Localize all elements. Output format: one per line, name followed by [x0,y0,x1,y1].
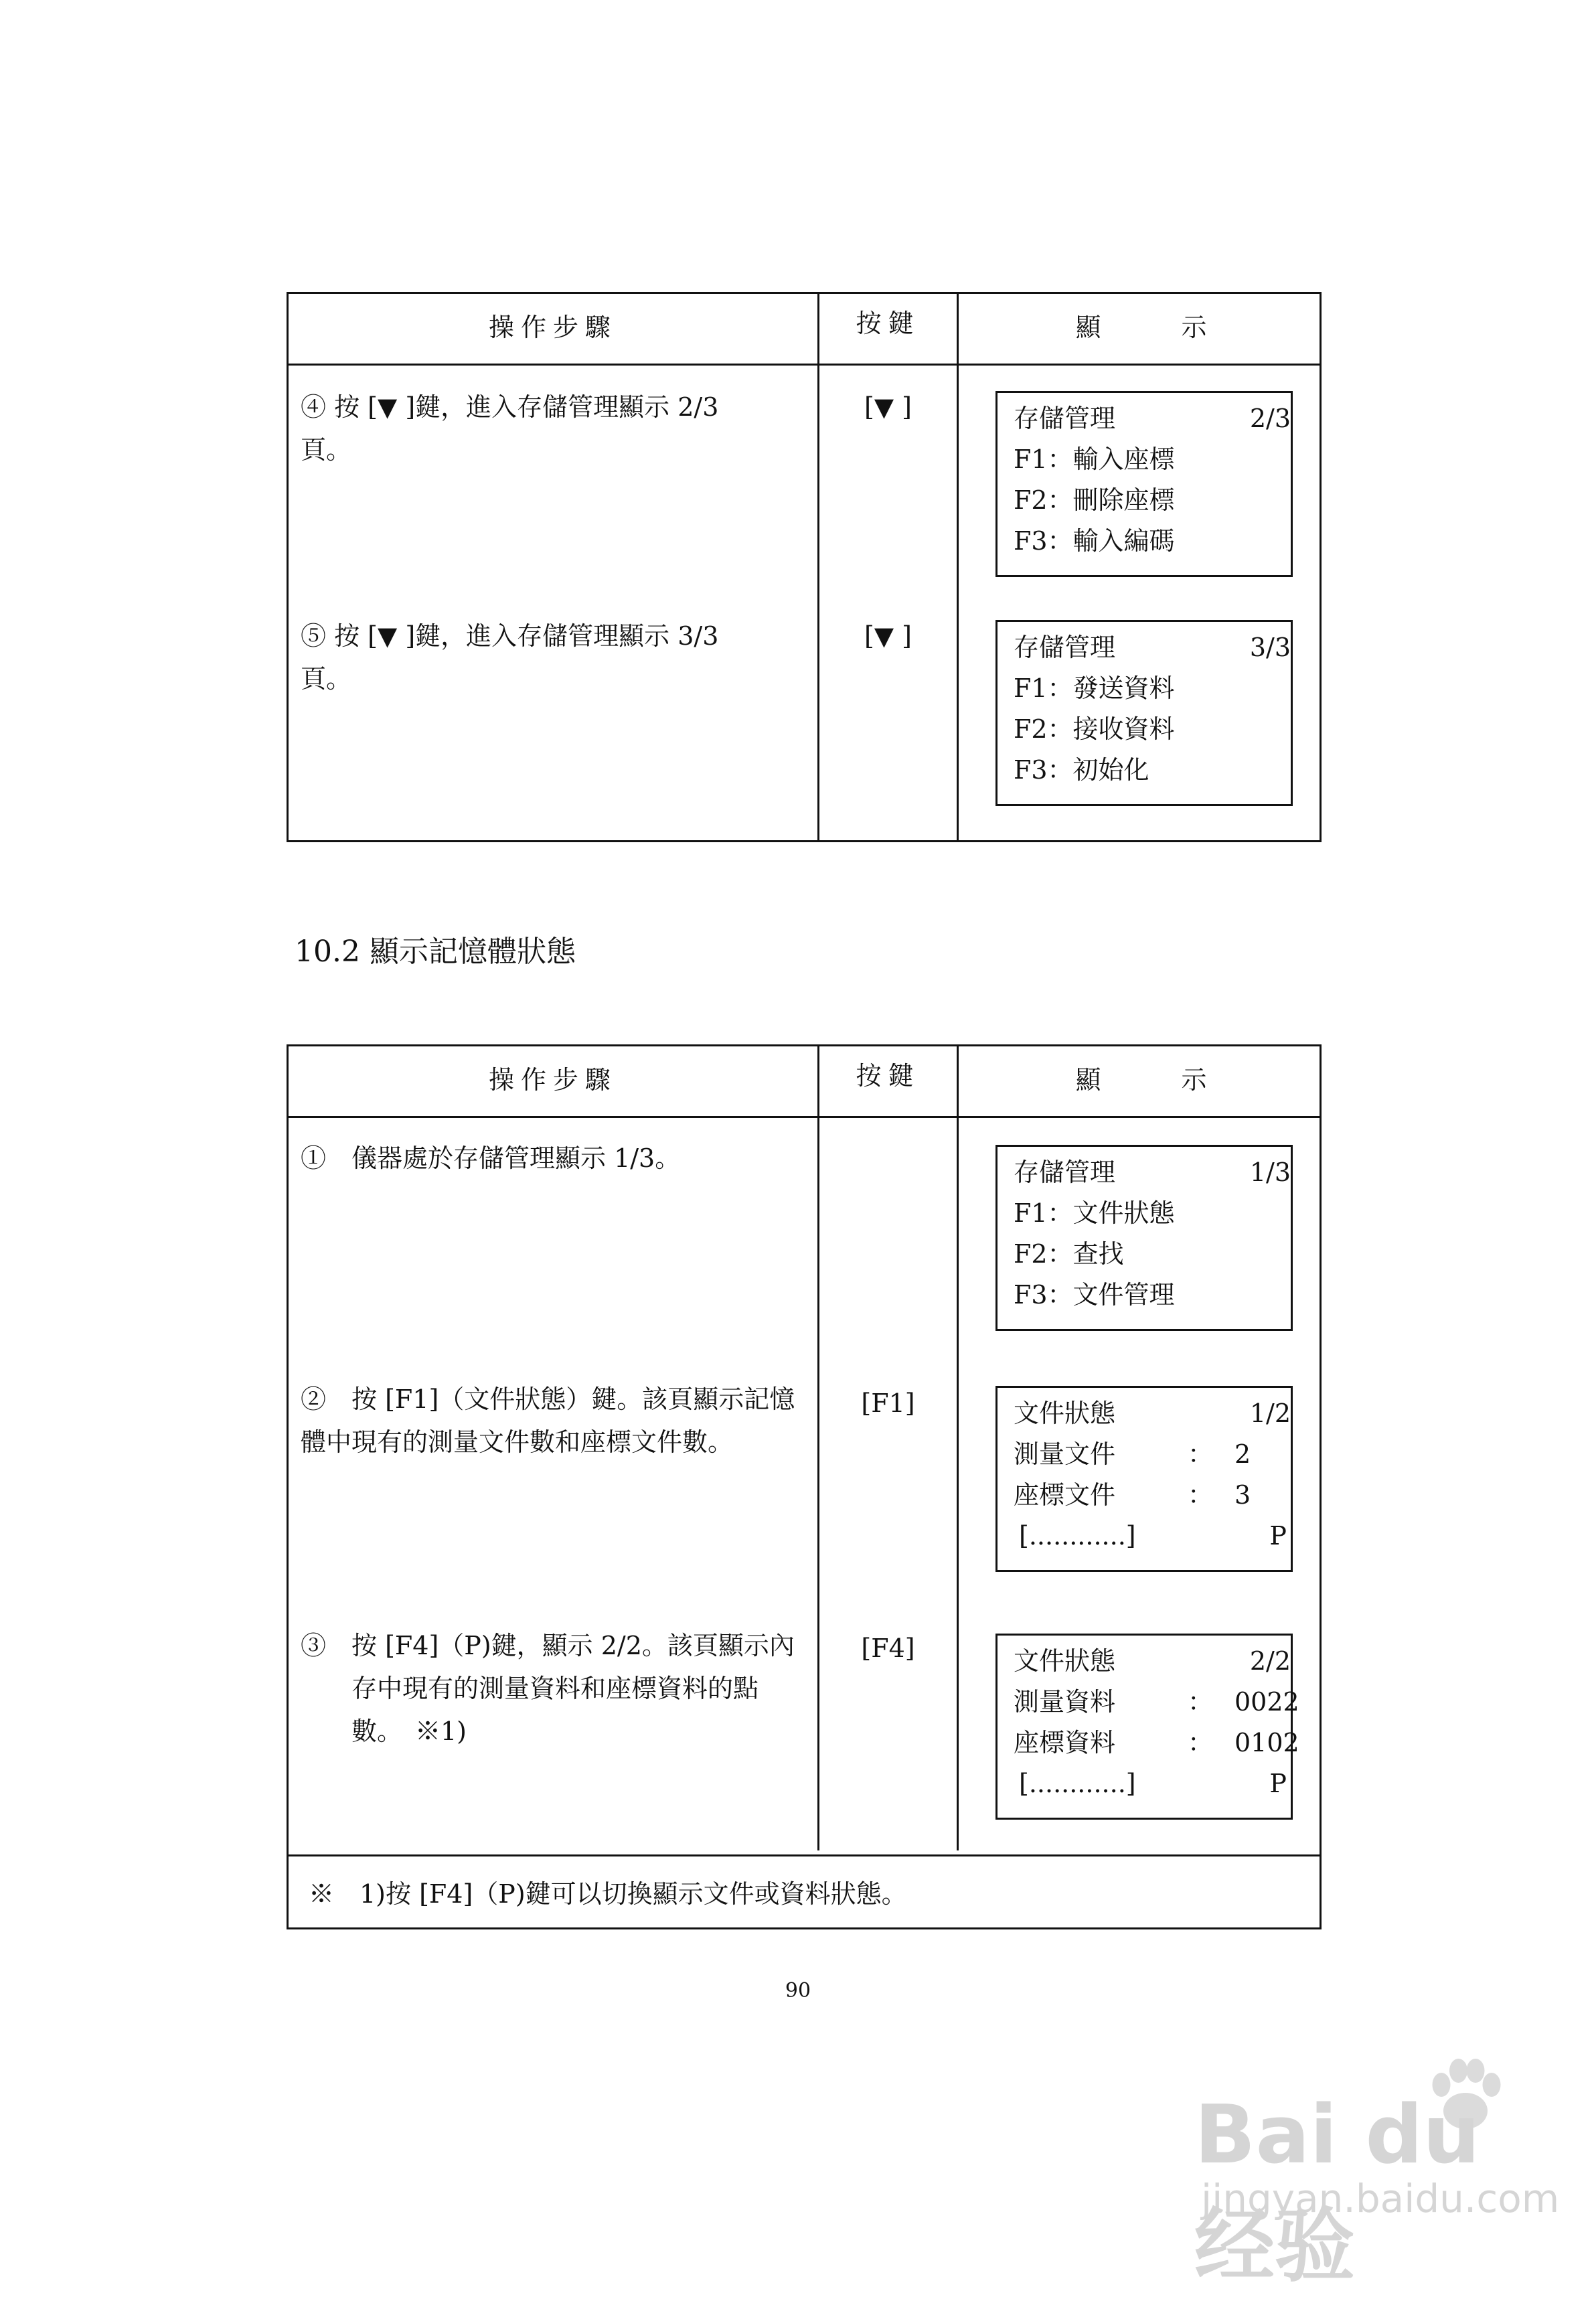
watermark-logo: Bai du 经验 [1194,2089,1480,2293]
down-arrow-icon: ▼ [874,392,894,422]
table-divider [957,294,959,840]
table-header [289,294,1320,366]
screen-title-row: 存儲管理 2/3 [1014,404,1291,433]
step-2: ② 按 [F1]（文件狀態）鍵。該頁顯示記憶 體中現有的測量文件數和座標文件數。 [301,1384,795,1457]
screen-item: 座標文件 ： 3 [1014,1480,1251,1510]
section-title: 10.2 顯示記憶體狀態 [295,935,576,969]
header-display: 顯 示 [1075,1065,1207,1095]
key-f4: [F4] [861,1634,915,1663]
table-header [289,1046,1320,1118]
screen-title-row: 文件狀態 1/2 [1014,1399,1291,1428]
header-operation-steps: 操作步驟 [488,1065,617,1095]
header-display: 顯 示 [1075,313,1207,342]
screen-line: F1：輸入座標 [1014,445,1175,474]
step-1: ① 儀器處於存儲管理顯示 1/3。 [301,1143,681,1173]
screen-line: F3：輸入編碼 [1014,526,1175,556]
screen-title-row: 文件狀態 2/2 [1014,1646,1291,1676]
screen-line: F3：文件管理 [1014,1280,1175,1310]
key-f1: [F1] [861,1389,915,1418]
down-arrow-icon: ▼ [378,621,398,651]
header-operation-steps: 操作步驟 [488,313,617,342]
screen-item: 測量資料 ： 0022 [1014,1687,1299,1717]
table-body [289,1118,1320,1854]
display-screen [995,620,1293,806]
screen-line: F2：查找 [1014,1239,1124,1269]
watermark-url: jingyan.baidu.com [1201,2176,1560,2221]
down-arrow-icon: ▼ [378,392,398,422]
display-screen [995,1386,1293,1572]
header-key: 按鍵 [856,309,921,338]
screen-line: F1：文件狀態 [1014,1198,1175,1228]
step-5: ⑤ 按 [▼ ]鍵，進入存儲管理顯示 3/3 頁。 [301,615,809,700]
display-screen [995,1634,1299,1820]
screen-progress-row: [............] P [1019,1769,1287,1798]
key-down: [▼ ] [819,615,957,657]
screen-line: F3：初始化 [1014,755,1149,785]
screen-title-row: 存儲管理 3/3 [1014,633,1291,662]
table-divider [817,294,819,840]
down-arrow-icon: ▼ [874,621,894,651]
screen-line: F1：發送資料 [1014,674,1175,703]
screen-line: F2：接收資料 [1014,714,1175,744]
key-down: [▼ ] [819,386,957,428]
screen-progress-row: [............] P [1019,1521,1287,1551]
table-2 [287,1044,1322,1929]
table-note: ※ 1)按 [F4]（P)鍵可以切換顯示文件或資料狀態。 [289,1854,1320,1931]
screen-title-row: 存儲管理 1/3 [1014,1158,1291,1187]
screen-item: 座標資料 ： 0102 [1014,1728,1299,1757]
screen-item: 測量文件 ： 2 [1014,1439,1251,1469]
display-screen [995,1145,1293,1331]
step-4: ④ 按 [▼ ]鍵，進入存儲管理顯示 2/3 頁。 [301,386,809,471]
header-key: 按鍵 [856,1061,921,1091]
step-3: ③ 按 [F4]（P)鍵，顯示 2/2。該頁顯示內 存中現有的測量資料和座標資料的點 數。 ※1) [301,1631,795,1746]
display-screen [995,391,1293,577]
watermark [1194,2049,1569,2293]
screen-line: F2：刪除座標 [1014,485,1175,515]
table-1 [287,292,1322,842]
page-number: 90 [785,1979,811,2002]
